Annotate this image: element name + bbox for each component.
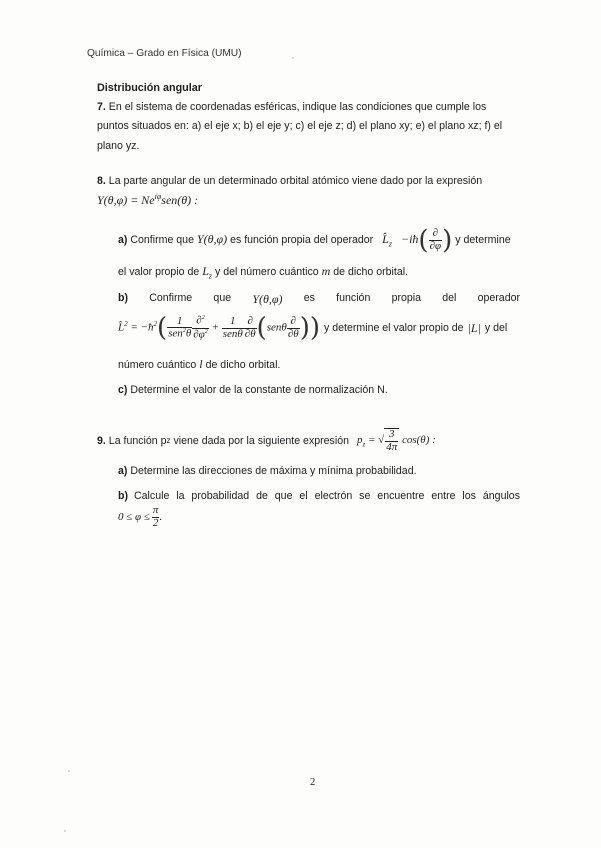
q8b-label: b): [118, 292, 128, 304]
q8b-line-2: [118, 313, 507, 343]
q8b-word-1: Confirme: [149, 292, 193, 304]
q8a-line2-text-2: y del número cuántico: [215, 266, 319, 278]
q9b-angle-range: 0 ≤ φ ≤ $\frac{\pi}{2}$ .: [118, 504, 163, 529]
q8-formula: $Y(\theta,\varphi) = Ne^{i\varphi}sen(\theta)$ :: [97, 192, 199, 207]
q9-number: 9.: [97, 434, 106, 447]
q9b-text: Calcule la probabilidad de que el electrón se encuentre entre los ángulos: [134, 490, 520, 502]
q9b-line-1: [118, 490, 520, 502]
q8a-Y: Y(θ,φ): [196, 231, 228, 246]
q9-formula: $p_z$ = √ $\frac{3}{4\pi}$ cos(θ) :: [357, 428, 436, 453]
q8b-text-after: y determine el valor propio de: [324, 322, 464, 334]
q8b-Y: Y(θ,φ): [252, 292, 283, 306]
q8b-line3-text-2: de dicho orbital.: [205, 359, 281, 371]
scan-speck: [68, 770, 70, 772]
q8b-word-4: función: [336, 292, 371, 304]
q8c-line: [118, 384, 388, 396]
q7-text-1: En el sistema de coordenadas esféricas, indique las condiciones que cumple los: [108, 101, 487, 113]
q9a-line: [118, 465, 417, 477]
q8a-Lz: $L_z$: [202, 264, 213, 281]
q8b-word-7: operador: [477, 292, 520, 304]
q8a-m: m: [321, 264, 331, 278]
q8a-text-2: es función propia del operador: [230, 233, 374, 246]
q7-number: 7.: [97, 101, 106, 113]
q7-line-3: plano yz.: [97, 140, 140, 152]
q9b-label: b): [118, 490, 128, 502]
q9-intro: [97, 428, 436, 453]
scan-speck: [64, 830, 66, 832]
q8b-text-end: y del: [484, 322, 508, 334]
scan-speck: [292, 57, 294, 59]
q7-line-2: puntos situados en: a) el eje x; b) el eje y; c) el eje z; d) el plano xy; e) el plano xz; f) el: [97, 120, 503, 132]
q8b-line3-text-1: número cuántico: [118, 359, 197, 371]
section-title: Distribución angular: [97, 82, 202, 94]
q8b-word-6: del: [442, 292, 457, 304]
q8a-text-1: Confirme que: [130, 233, 194, 246]
page-number: 2: [310, 777, 316, 788]
q8b-l: l: [199, 357, 203, 371]
q7-line-1: [97, 101, 486, 113]
q8b-L2-operator: L̂$^2$ = $-ħ^2$( $\frac{1}{sen^2\theta}$ $\frac{\partial^2}{\partial\varphi^2}$ + $\frac{1}{\text{senθ}}$ $\frac{\partial}{\partial\theta}$ (senθ $\frac{\partial}{\partial\theta}$ )): [118, 313, 320, 343]
q8a-Lz-operator: $L̂_z$ −iħ( $\frac{\partial}{\partial\varphi}$ ): [382, 225, 453, 255]
q8a-label: a): [118, 233, 128, 246]
q8a-line-1: [118, 225, 511, 255]
q8b-line-1: [118, 292, 520, 307]
q8b-word-2: que: [213, 292, 232, 304]
q9-intro-text: La función p: [108, 434, 167, 447]
q9-intro-sub: z: [166, 436, 171, 446]
running-header: Química – Grado en Física (UMU): [87, 48, 242, 59]
q8a-text-3: y determine: [455, 233, 511, 246]
q8c-label: c): [118, 384, 128, 396]
q8a-line2-text-1: el valor propio de: [118, 266, 200, 278]
q8b-word-3: es: [303, 292, 315, 304]
q8c-text: Determine el valor de la constante de normalización N.: [130, 384, 388, 396]
q8a-line2-text-3: de dicho orbital.: [333, 266, 409, 278]
q8-intro: [97, 175, 482, 187]
q9a-label: a): [118, 465, 128, 477]
q9-intro-rest: viene dada por la siguiente expresión: [173, 434, 349, 447]
q8a-line-2: [118, 264, 408, 280]
q9a-text: Determine las direcciones de máxima y mínima probabilidad.: [130, 465, 417, 477]
q8b-line-3: [118, 357, 280, 372]
q8-number: 8.: [97, 175, 106, 187]
q8-intro-text: La parte angular de un determinado orbital atómico viene dado por la expresión: [108, 175, 483, 187]
q8b-word-5: propia: [391, 292, 422, 304]
q8b-L-modulus: |L|: [467, 320, 481, 335]
